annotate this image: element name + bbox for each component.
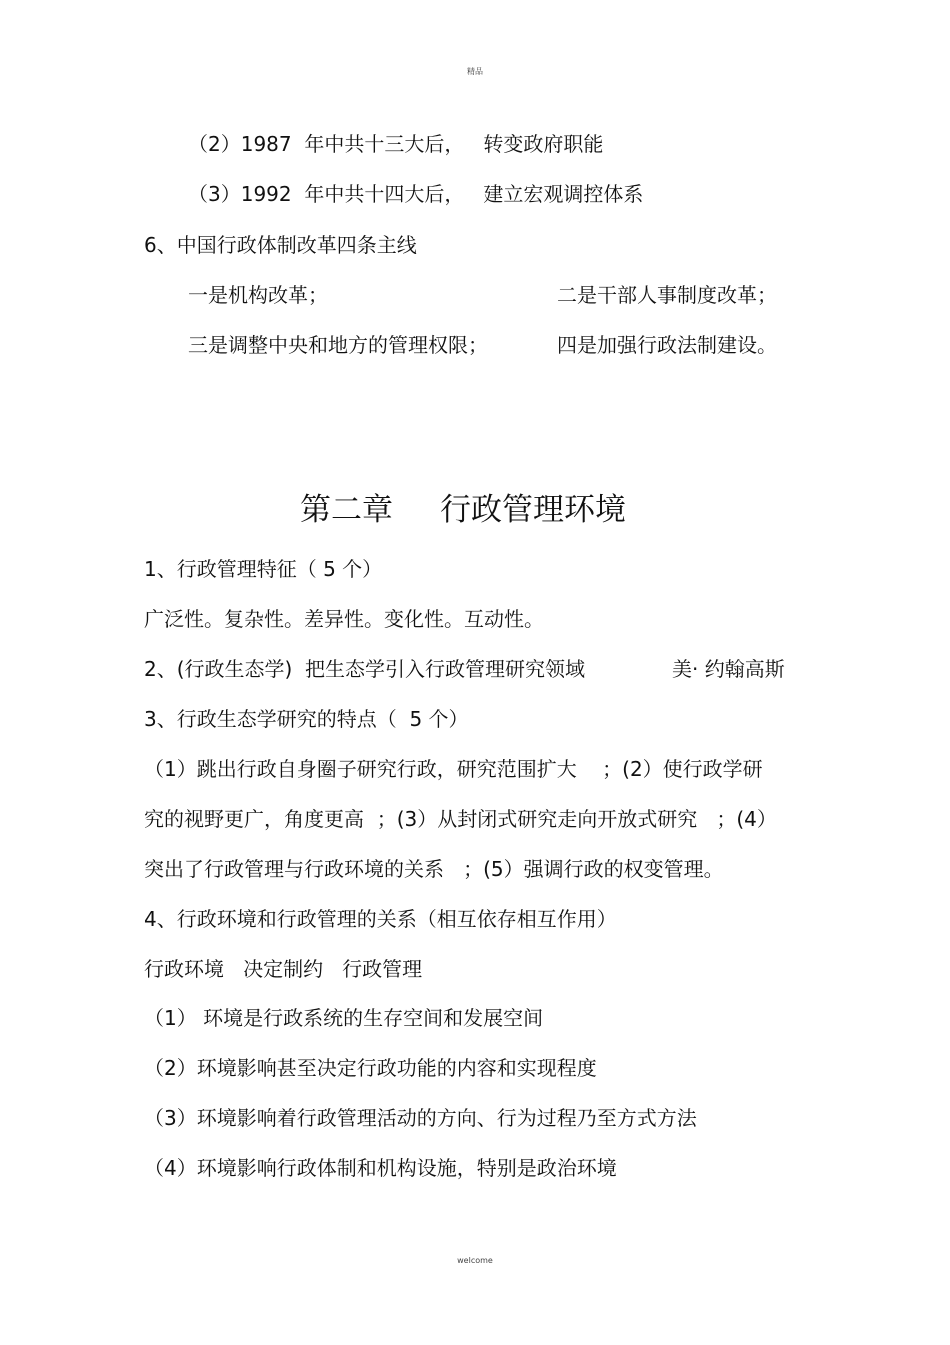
text-line: （3）1992 年中共十四大后， 建立宏观调控体系 [188, 182, 644, 206]
text-line: （3）环境影响着行政管理活动的方向、行为过程乃至方式方法 [144, 1106, 697, 1130]
chapter-number: 第二章 [300, 492, 393, 528]
text-line: （1）跳出行政自身圈子研究行政，研究范围扩大 ；(2）使行政学研 [144, 757, 763, 781]
text-line: （4）环境影响行政体制和机构设施，特别是政治环境 [144, 1156, 617, 1180]
text-line: 一是机构改革； [188, 283, 328, 307]
text-line: 突出了行政管理与行政环境的关系 ；(5）强调行政的权变管理。 [144, 857, 724, 881]
text-line: 三是调整中央和地方的管理权限； [188, 333, 488, 357]
page-footer: welcome [457, 1256, 493, 1265]
text-line: 广泛性。复杂性。差异性。变化性。互动性。 [144, 607, 544, 631]
section-heading: 3、行政生态学研究的特点（ 5 个） [144, 707, 469, 731]
text-line: （1） 环境是行政系统的生存空间和发展空间 [144, 1006, 544, 1030]
text-line: 行政环境 决定制约 行政管理 [144, 957, 423, 981]
chapter-title: 行政管理环境 [440, 492, 626, 528]
text-line: 二是干部人事制度改革； [557, 283, 777, 307]
section-heading: 2、(行政生态学) 把生态学引入行政管理研究领域 [144, 657, 586, 681]
section-heading: 6、中国行政体制改革四条主线 [144, 233, 417, 257]
text-line: 美· 约翰高斯 [672, 657, 785, 681]
section-heading: 1、行政管理特征（ 5 个） [144, 557, 383, 581]
text-line: 究的视野更广，角度更高 ；(3）从封闭式研究走向开放式研究 ；(4） [144, 807, 777, 831]
text-line: 四是加强行政法制建设。 [557, 333, 777, 357]
section-heading: 4、行政环境和行政管理的关系（相互依存相互作用） [144, 907, 617, 931]
text-line: （2）环境影响甚至决定行政功能的内容和实现程度 [144, 1056, 597, 1080]
page-header: 精品 [467, 67, 483, 76]
text-line: （2）1987 年中共十三大后， 转变政府职能 [188, 132, 604, 156]
